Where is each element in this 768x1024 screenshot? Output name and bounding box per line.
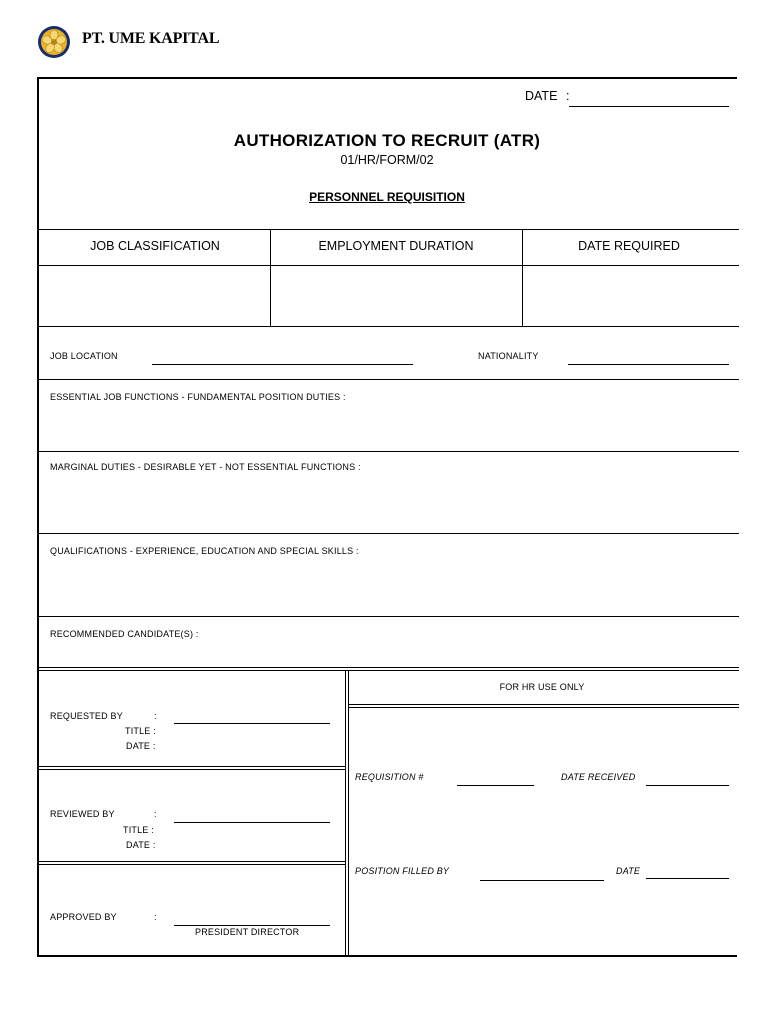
- nationality-field[interactable]: [568, 364, 729, 365]
- company-name: PT. UME KAPITAL: [82, 30, 220, 47]
- requisition-number-field[interactable]: [457, 785, 534, 786]
- divider: [522, 229, 523, 326]
- date-received-label: DATE RECEIVED: [561, 772, 636, 782]
- col-employment-duration: EMPLOYMENT DURATION: [318, 239, 474, 253]
- divider: [39, 667, 739, 668]
- requested-by-colon: :: [154, 711, 157, 721]
- divider: [348, 704, 739, 705]
- divider: [270, 229, 271, 326]
- divider: [39, 533, 739, 534]
- job-classification-field[interactable]: [40, 266, 269, 325]
- form-code: 01/HR/FORM/02: [340, 153, 434, 167]
- divider: [345, 670, 346, 957]
- marginal-duties-label: MARGINAL DUTIES - DESIRABLE YET - NOT ESSENTIAL FUNCTIONS :: [50, 462, 361, 472]
- divider: [39, 670, 739, 671]
- requested-by-field[interactable]: [174, 723, 330, 724]
- divider: [39, 864, 345, 865]
- divider: [348, 670, 349, 957]
- requested-date-label: DATE :: [126, 741, 156, 751]
- divider: [39, 616, 739, 617]
- requested-by-label: REQUESTED BY: [50, 711, 123, 721]
- divider: [39, 861, 345, 862]
- date-colon: :: [566, 89, 570, 103]
- reviewed-date-label: DATE :: [126, 840, 156, 850]
- job-location-label: JOB LOCATION: [50, 351, 118, 361]
- reviewed-title-label: TITLE :: [123, 825, 154, 835]
- date-field-line[interactable]: [569, 106, 729, 107]
- divider: [39, 769, 345, 770]
- essential-functions-label: ESSENTIAL JOB FUNCTIONS - FUNDAMENTAL POSITION DUTIES :: [50, 392, 346, 402]
- reviewed-by-label: REVIEWED BY: [50, 809, 115, 819]
- divider: [39, 379, 739, 380]
- hr-date-label: DATE: [616, 866, 641, 876]
- reviewed-by-colon: :: [154, 809, 157, 819]
- hr-use-heading: FOR HR USE ONLY: [499, 682, 585, 692]
- approved-by-field[interactable]: [174, 925, 330, 926]
- employment-duration-field[interactable]: [272, 266, 521, 325]
- recommended-candidates-label: RECOMMENDED CANDIDATE(S) :: [50, 629, 199, 639]
- reviewed-by-field[interactable]: [174, 822, 330, 823]
- approved-by-colon: :: [154, 912, 157, 922]
- requested-title-label: TITLE :: [125, 726, 156, 736]
- form-subtitle: PERSONNEL REQUISITION: [309, 190, 465, 204]
- date-required-field[interactable]: [524, 266, 739, 325]
- hr-date-field[interactable]: [646, 878, 729, 879]
- col-job-classification: JOB CLASSIFICATION: [90, 239, 220, 253]
- job-location-field[interactable]: [152, 364, 413, 365]
- requisition-form: [37, 77, 737, 957]
- divider: [39, 229, 739, 230]
- date-received-field[interactable]: [646, 785, 729, 786]
- requisition-number-label: REQUISITION #: [355, 772, 424, 782]
- position-filled-label: POSITION FILLED BY: [355, 866, 450, 876]
- divider: [39, 451, 739, 452]
- divider: [39, 326, 739, 327]
- flower-emblem-icon: [37, 25, 71, 59]
- nationality-label: NATIONALITY: [478, 351, 539, 361]
- divider: [348, 707, 739, 708]
- date-label: DATE: [525, 89, 558, 103]
- approved-by-label: APPROVED BY: [50, 912, 117, 922]
- position-filled-field[interactable]: [480, 880, 604, 881]
- form-title: AUTHORIZATION TO RECRUIT (ATR): [233, 131, 541, 150]
- divider: [39, 766, 345, 767]
- president-director-label: PRESIDENT DIRECTOR: [195, 927, 300, 937]
- qualifications-label: QUALIFICATIONS - EXPERIENCE, EDUCATION AND SPECIAL SKILLS :: [50, 546, 359, 556]
- col-date-required: DATE REQUIRED: [578, 239, 680, 253]
